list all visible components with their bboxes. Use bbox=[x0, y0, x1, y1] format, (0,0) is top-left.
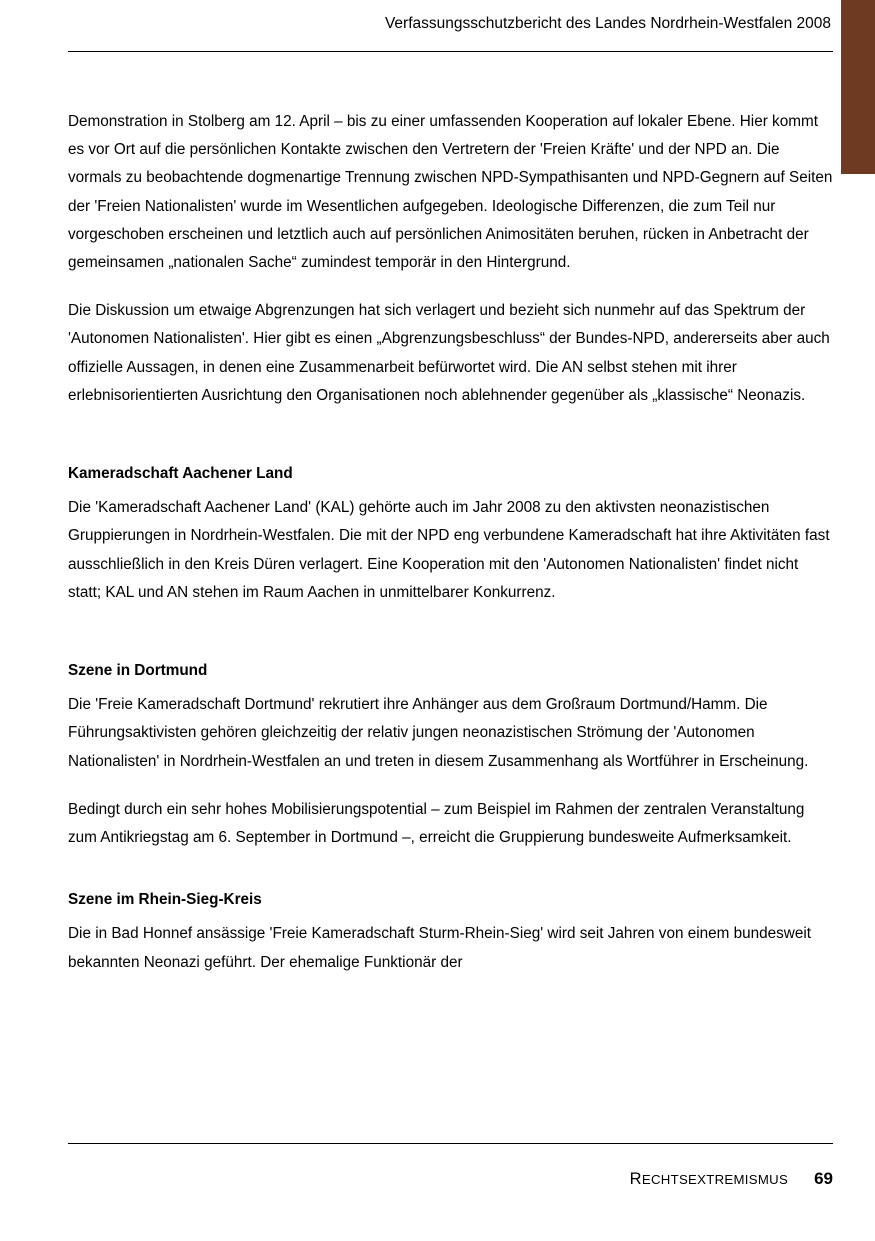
footer-section-label bbox=[630, 1170, 788, 1189]
paragraph: Die 'Freie Kameradschaft Dortmund' rekrutiert ihre Anhänger aus dem Großraum Dortmund/Hamm. Die Führungsaktivisten gehören gleichzeitig der relativ jungen neonazistischen Strömung der 'Autonomen Nationalisten' in Nordrhein-Westfalen an und treten in diesem Zusammenhang als Wortführer in Erscheinung. bbox=[68, 696, 809, 770]
paragraph: Die in Bad Honnef ansässige 'Freie Kameradschaft Sturm-Rhein-Sieg' wird seit Jahren von einem bundesweit bekannten Neonazi geführt. Der ehemalige Funktionär der bbox=[68, 925, 812, 971]
page-content bbox=[68, 108, 835, 997]
section-heading-szene-in-dortmund: Szene in Dortmund bbox=[68, 662, 208, 680]
chapter-edge-tab bbox=[841, 0, 875, 174]
footer-section-initial: R bbox=[629, 1170, 642, 1188]
paragraph: Bedingt durch ein sehr hohes Mobilisierungspotential – zum Beispiel im Rahmen der zentralen Veranstaltung zum Antikriegstag am 6. September in Dortmund –, erreicht die Gruppierung bundesweite Aufmerksamkeit. bbox=[68, 800, 805, 847]
paragraph: Demonstration in Stolberg am 12. April – bis zu einer umfassenden Kooperation auf lokaler Ebene. Hier kommt es vor Ort auf die persönlichen Kontakte zwischen den Vertretern der 'Freien Kräfte' und der NPD an. Die vormals zu beobachtende dogmenartige Trennung zwischen NPD-Sympathisanten und NPD-Gegnern auf Seiten der 'Freien Nationalisten' wurde im Wesentlichen aufgegeben. Ideologische Differenzen, die zum Teil nur vorgeschoben erscheinen und letztlich auch auf persönlichen Animositäten beruhen, rücken in Anbetracht der gemeinsamen „nationalen Sache“ zumindest temporär in den Hintergrund. bbox=[68, 113, 833, 272]
section-spacer bbox=[68, 627, 835, 643]
page-number: 69 bbox=[814, 1169, 833, 1188]
section-spacer bbox=[68, 430, 835, 446]
header-divider bbox=[68, 51, 833, 52]
paragraph: Die 'Kameradschaft Aachener Land' (KAL) gehörte auch im Jahr 2008 zu den aktivsten neonazistischen Gruppierungen in Nordrhein-Westfalen. Die mit der NPD eng verbundene Kameradschaft hat ihre Aktivitäten fast ausschließlich in den Kreis Düren verlagert. Eine Kooperation mit den 'Autonomen Nationalisten' findet nicht statt; KAL und AN stehen im Raum Aachen in unmittelbarer Konkurrenz. bbox=[68, 499, 830, 601]
section-heading-szene-im-rhein-sieg-kreis: Szene im Rhein-Sieg-Kreis bbox=[68, 891, 262, 909]
header-title: Verfassungsschutzbericht des Landes Nordrhein-Westfalen 2008 bbox=[384, 15, 831, 32]
footer-divider bbox=[68, 1143, 833, 1144]
section-heading-kameradschaft-aachener-land: Kameradschaft Aachener Land bbox=[68, 465, 293, 483]
paragraph: Die Diskussion um etwaige Abgrenzungen hat sich verlagert und bezieht sich nunmehr auf das Spektrum der 'Autonomen Nationalisten'. Hier gibt es einen „Abgrenzungsbeschluss“ der Bundes-NPD, andererseits aber auch offizielle Aussagen, in denen eine Zusammenarbeit befürwortet wird. Die AN selbst stehen mit ihrer erlebnisorientierten Ausrichtung den Organisationen noch ablehnender gegenüber als „klassische“ Neonazis. bbox=[68, 302, 830, 404]
footer-section-rest: ECHTSEXTREMISMUS bbox=[641, 1172, 789, 1187]
page-header bbox=[68, 14, 833, 34]
page-footer bbox=[68, 1169, 833, 1189]
